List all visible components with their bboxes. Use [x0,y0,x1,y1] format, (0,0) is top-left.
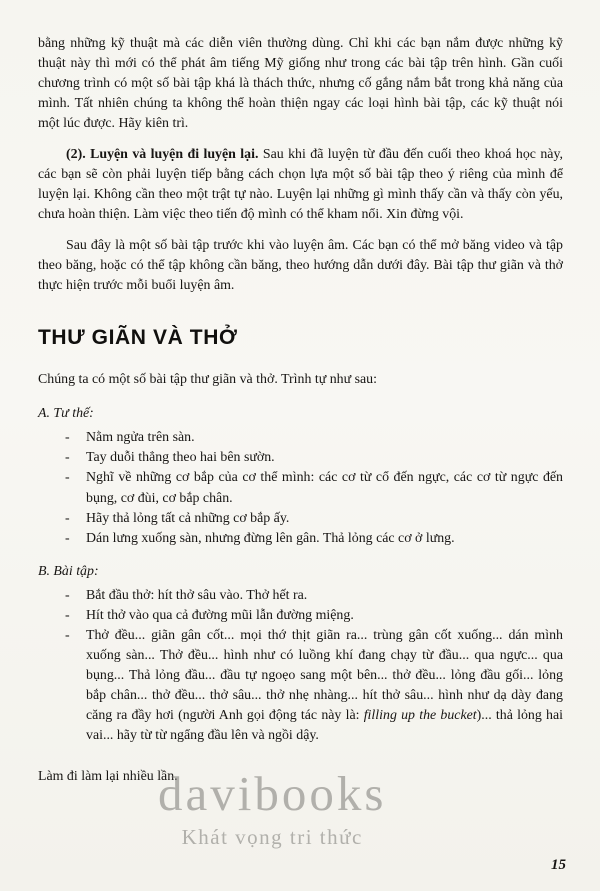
paragraph-continuation: bằng những kỹ thuật mà các diễn viên thường dùng. Chỉ khi các bạn nắm được những kỹ thuật này thì mới có thể phát âm tiếng Mỹ giống như trong các bài tập trên hình. Gần cuối chương trình có một số bài tập khá là thách thức, nhưng cố gắng nắm bắt trong khả năng của mình. Tất nhiên chúng ta không thể hoàn thiện ngay các loại hình bài tập, các kỹ thuật nói một lúc được. Hãy kiên trì. [38,36,563,132]
list-item-text: Dán lưng xuống sàn, nhưng đừng lên gân. Thả lỏng các cơ ở lưng. [86,530,455,546]
intro-line: Chúng ta có một số bài tập thư giãn và thở. Trình tự như sau: [38,372,377,388]
list-item-text: Tay duỗi thẳng theo hai bên sườn. [86,450,275,466]
list-bullet: - [65,627,70,643]
section-a-list [38,428,563,548]
section-a-label: A. Tư thế: [38,406,94,422]
list-bullet: - [65,530,70,546]
list-item [38,606,563,626]
list-bullet: - [65,587,70,603]
paragraph-3: Sau đây là một số bài tập trước khi vào luyện âm. Các bạn có thể mở băng video và tập theo băng, hoặc có thể tập không cần băng, theo hướng dẫn dưới đây. Bài tập thư giãn và thở thực hiện trước mỗi buổi luyện âm. [38,238,563,294]
list-item [38,468,563,508]
list-item-text-italic: filling up the bucket [363,707,477,723]
list-item-text: Bắt đầu thở: hít thở sâu vào. Thở hết ra. [86,587,308,603]
list-bullet: - [65,510,70,526]
list-item [38,509,563,529]
list-item [38,626,563,746]
list-bullet: - [65,450,70,466]
closing-line: Làm đi làm lại nhiều lần. [38,768,178,784]
page-number: 15 [551,857,566,874]
list-item-text [86,626,563,746]
section-b-list [38,586,563,746]
paragraph-2-lead: (2). Luyện và luyện đi luyện lại. [66,147,259,163]
list-item [38,448,563,468]
paragraph-2 [38,145,563,225]
list-bullet: - [65,430,70,446]
list-item-text: Hít thở vào qua cả đường mũi lẫn đường miệng. [86,607,354,623]
paragraph-2-rest: Sau khi đã luyện từ đầu đến cuối theo khoá học này, các bạn sẽ còn phải luyện tiếp bằng cách chọn lựa một số bài tập theo ý riêng của mình để luyện lại. Không cần theo một trật tự nào. Luyện lại những gì mình thấy cần và thấy còn yếu, chưa hoàn thiện. Làm việc theo tiến độ mình có thể kham nổi. Xin đừng vội. [38,147,563,223]
list-item-text-post: )... thả lỏng hai vai... hãy từ từ ngẩng đầu lên và ngồi dậy. [86,707,563,743]
list-bullet: - [65,470,70,486]
list-bullet: - [65,607,70,623]
list-item [38,428,563,448]
section-b-label: B. Bài tập: [38,563,99,579]
list-item [38,529,563,549]
watermark-slogan: Khát vọng tri thức [181,825,363,850]
list-item-text: Nghĩ về những cơ bắp của cơ thể mình: các cơ từ cổ đến ngực, các cơ từ ngực đến bụng, cơ đùi, cơ bắp chân. [86,470,563,506]
list-item [38,586,563,606]
list-item-text: Hãy thả lỏng tất cả những cơ bắp ấy. [86,510,290,526]
watermark-name: davibooks [158,766,387,821]
section-heading: THƯ GIÃN VÀ THỞ [38,326,238,350]
list-item-text-pre: Thở đều... giãn gân cốt... mọi thớ thịt giãn ra... trùng gân cốt xuống... dán mình xuống sàn... Thở đều... hình như có luồng khí đang chạy từ đầu... qua ngực... qua bụng... Thả lỏng đầu... đầu tự ngoẹo sang một bên... thở đều... lỏng đầu gối... lỏng bắp chân... thở đều... thở sâu... thở nhẹ nhàng... hít thở sâu... hình như dạ dày đang căng ra đầy hơi (người Anh gọi động tác này là: [86,627,563,723]
list-item-text: Nằm ngửa trên sàn. [86,430,195,446]
